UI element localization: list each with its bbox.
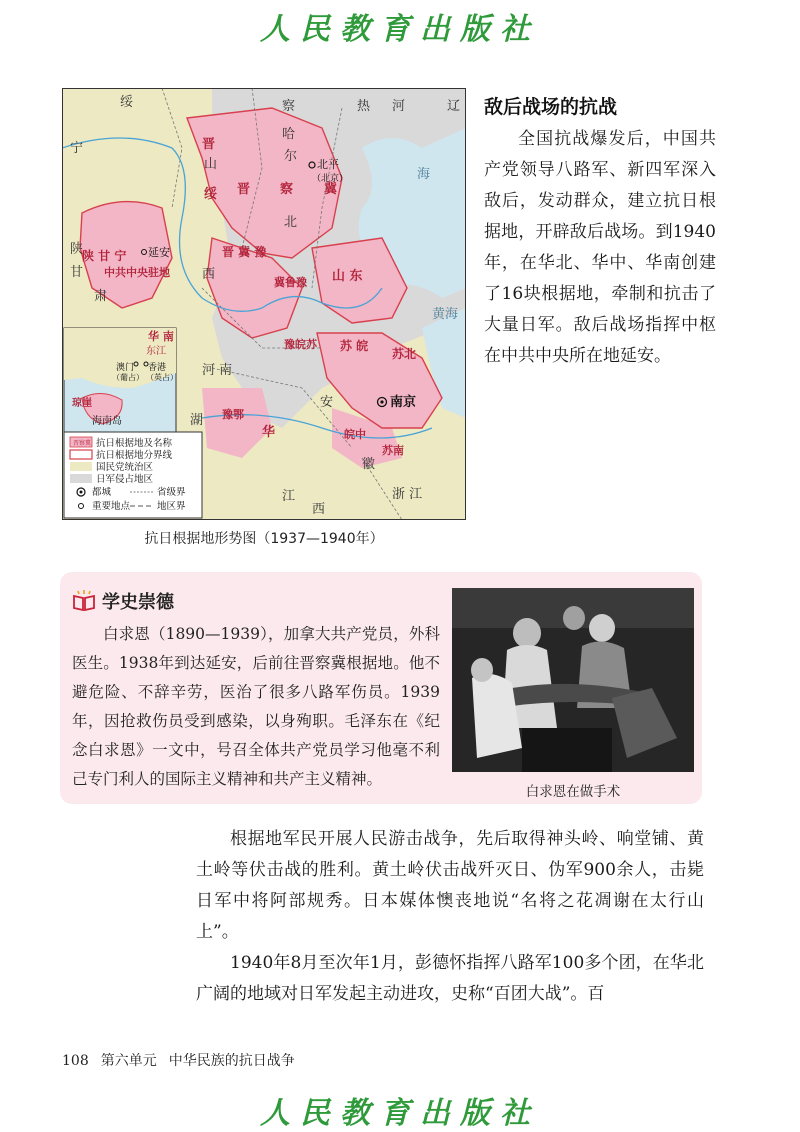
label-ha: 哈 (282, 127, 296, 142)
label-nanjing: 南京 (390, 395, 417, 410)
label-sui2: 绥 (204, 187, 218, 202)
legend-japan-text: 日军侵占地区 (96, 474, 154, 485)
legend-key-text: 重要地点 (92, 501, 131, 512)
label-he-north: 河 (392, 99, 406, 114)
book-icon (72, 590, 96, 612)
label-re: 热 (357, 99, 371, 114)
section-body: 全国抗战爆发后，中国共产党领导八路军、新四军深入敌后，发动群众，建立抗日根据地，开辟敌后战场。到1940年，在华北、华中、华南创建了16块根据地，牵制和抗击了大量日军。敌后战场指挥中枢在中共中央所在地延安。 (484, 129, 716, 366)
label-gan: 甘 (70, 265, 84, 280)
label-sunan: 苏南 (382, 444, 404, 457)
legend-boundary-text: 抗日根据地分界线 (96, 450, 173, 461)
label-er: 尔 (284, 149, 298, 164)
label-jin2: 晋 (237, 182, 251, 197)
label-yu-e: 豫鄂 (222, 408, 244, 421)
label-cha: 察 (282, 99, 296, 114)
label-shan-gan-ning: 陕 甘 宁 (82, 249, 127, 263)
label-subei: 苏北 (392, 347, 417, 361)
study-box-body: 白求恩（1890—1939），加拿大共产党员，外科医生。1938年到达延安，后前往晋察冀根据地。他不避危险、不辞辛劳，医治了很多八路军伤员。1939年，因抢救伤员受到感染，以身殉职。毛泽东在《纪念白求恩》一文中，号召全体共产党员学习他毫不利己专门利人的国际主义精神和共产主义精神。 (72, 625, 440, 788)
label-dongjiang: 东江 (146, 346, 166, 357)
label-zhejiang: 浙 江 (392, 487, 423, 502)
label-jin-ji-yu: 晋 冀 豫 (222, 245, 267, 259)
label-macau: 澳门 (116, 363, 135, 373)
label-yu-wan-su: 豫皖苏 (284, 338, 317, 351)
paragraph-1: 根据地军民开展人民游击战争，先后取得神头岭、响堂铺、黄土岭等伏击战的胜利。黄土岭伏击战歼灭日、伪军900余人，击毙日军中将阿部规秀。日本媒体懊丧地说“名将之花凋谢在太行山上”。 (196, 829, 704, 942)
label-xi-nan: 西 (312, 502, 326, 517)
photo-caption: 白求恩在做手术 (525, 784, 621, 800)
label-shandong: 山 东 (332, 269, 363, 284)
publisher-watermark-top: 人民教育出版社 (260, 12, 540, 47)
legend-base-text: 抗日根据地及名称 (96, 438, 173, 449)
label-zhonggong: 中共中央驻地 (104, 266, 170, 279)
label-hua-nan: 华 南 (148, 330, 174, 343)
legend-capital-text: 都城 (92, 487, 112, 498)
label-ning: 宁 (70, 141, 84, 156)
main-text (196, 824, 704, 1010)
label-shan: 山 (204, 157, 218, 172)
label-liao: 辽 (447, 99, 461, 114)
label-ji-lu-yu: 冀鲁豫 (274, 276, 307, 289)
legend-sample: 晋察冀 (73, 440, 92, 447)
label-jin1: 晋 (202, 137, 216, 152)
label-su: 肃 (94, 289, 108, 304)
label-huazhong: 华 (262, 425, 276, 440)
paragraph-2: 1940年8月至次年1月，彭德怀指挥八路军100多个团，在华北广阔的地域对日军发起主动进攻，史称“百团大战”。百 (196, 953, 704, 1004)
unit-label: 第六单元 (100, 1053, 157, 1069)
legend-swatch-japan (70, 474, 92, 483)
label-anhui: 安 (320, 395, 334, 410)
photo-illustration (452, 588, 694, 772)
legend-kmt-text: 国民党统治区 (96, 462, 154, 473)
label-hongkong-en: （英占） (146, 373, 178, 382)
label-cha2: 察 (280, 182, 294, 197)
label-hai: 海 (417, 167, 431, 182)
label-hainan: 海南岛 (92, 416, 122, 427)
label-huang-hai: 黄海 (432, 307, 459, 322)
anti-japanese-base-map (62, 88, 466, 520)
label-sui: 绥 (120, 95, 134, 110)
label-wanzhong: 皖中 (344, 428, 366, 441)
legend-region-text: 地区界 (157, 501, 186, 512)
bethune-surgery-photo (452, 588, 694, 772)
label-beiping: 北平 (317, 158, 339, 171)
label-su-wan: 苏 皖 (340, 339, 369, 353)
map-caption: 抗日根据地形势图（1937—1940年） (144, 531, 384, 547)
page-footer (62, 1050, 295, 1070)
study-box-title-text: 学史崇德 (102, 592, 174, 613)
legend-swatch-kmt (70, 462, 92, 471)
label-xi: 西 (202, 267, 216, 282)
label-ji: 冀 (324, 182, 338, 197)
section-title: 敌后战场的抗战 (484, 96, 618, 118)
label-jiang: 江 (282, 489, 296, 504)
label-hongkong: 香港 (148, 363, 167, 373)
label-qiongya: 琼崖 (72, 398, 92, 409)
label-bei: 北 (284, 215, 298, 230)
label-macau-en: （葡占） (112, 373, 144, 382)
label-beijing: （北京） (312, 174, 349, 184)
page-number: 108 (62, 1053, 89, 1069)
label-hui: 徽 (362, 457, 376, 472)
publisher-watermark-bottom: 人民教育出版社 (260, 1096, 540, 1131)
study-box-title (72, 588, 174, 614)
label-henan: 河 南 (202, 363, 233, 378)
label-shaanxi: 陕 (70, 242, 84, 257)
label-hubei: 湖 (190, 413, 204, 428)
unit-title: 中华民族的抗日战争 (168, 1053, 295, 1069)
legend-province-text: 省级界 (157, 487, 186, 498)
label-yanan: 延安 (148, 246, 170, 259)
